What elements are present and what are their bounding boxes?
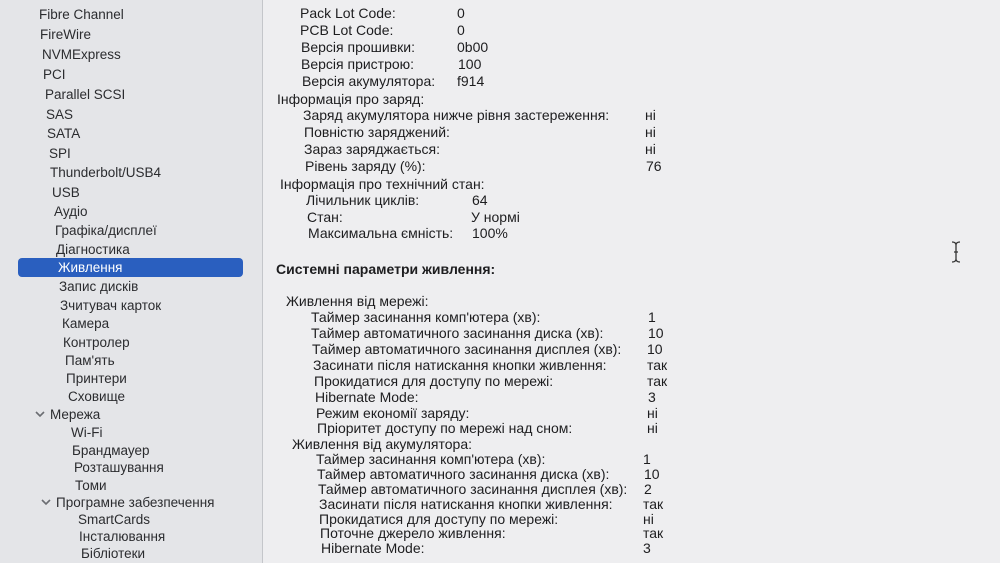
info-value: так <box>647 357 668 373</box>
info-label: Засинати після натискання кнопки живлення: <box>313 357 607 373</box>
info-value: 2 <box>644 481 652 497</box>
sidebar-section-network[interactable] <box>34 405 100 424</box>
sidebar-item-sas[interactable]: SAS <box>46 107 74 122</box>
sidebar-item-graphics[interactable]: Графіка/дисплеї <box>55 223 157 238</box>
info-value: 10 <box>644 466 660 482</box>
info-label: Заряд акумулятора нижче рівня застереження: <box>303 107 610 123</box>
detail-pane <box>263 0 1000 563</box>
sidebar-item-audio[interactable]: Аудіо <box>54 204 88 219</box>
info-label: Версія пристрою: <box>301 56 415 72</box>
info-value: 3 <box>643 540 651 556</box>
info-value: 0b00 <box>457 39 489 55</box>
info-value: 0 <box>457 22 465 38</box>
info-value: ні <box>647 420 658 436</box>
info-label: Таймер автоматичного засинання дисплея (хв): <box>318 481 628 497</box>
sidebar-item-locations[interactable]: Розташування <box>74 460 164 475</box>
info-value: 1 <box>648 309 656 325</box>
info-label: Hibernate Mode: <box>315 389 419 405</box>
info-value: так <box>643 496 664 512</box>
section-title: Живлення від мережі: <box>286 293 429 309</box>
info-label: Прокидатися для доступу по мережі: <box>314 373 554 389</box>
info-label: Таймер засинання комп'ютера (хв): <box>311 309 541 325</box>
info-value: 10 <box>648 325 664 341</box>
sidebar-item-card-reader[interactable]: Зчитувач карток <box>60 298 162 313</box>
info-value: ні <box>643 511 654 527</box>
sidebar-item-diagnostics[interactable]: Діагностика <box>56 242 130 257</box>
info-label: Прокидатися для доступу по мережі: <box>319 511 559 527</box>
info-value: ні <box>647 405 658 421</box>
section-title: Інформація про технічний стан: <box>280 176 485 192</box>
sidebar-item-disc-burning[interactable]: Запис дисків <box>59 279 139 294</box>
chevron-down-icon[interactable] <box>40 496 52 508</box>
sidebar-item-power[interactable]: Живлення <box>18 258 243 277</box>
sidebar-item-nvmexpress[interactable]: NVMExpress <box>42 47 121 62</box>
sidebar-item-fibre-channel[interactable]: Fibre Channel <box>39 7 124 22</box>
info-label: Максимальна ємність: <box>308 225 454 241</box>
sidebar <box>0 0 263 563</box>
info-label: Версія прошивки: <box>301 39 415 55</box>
sidebar-item-volumes[interactable]: Томи <box>75 478 107 493</box>
sidebar-item-memory[interactable]: Пам'ять <box>65 353 115 368</box>
sidebar-section-network-label: Мережа <box>50 407 101 422</box>
info-value: 1 <box>643 451 651 467</box>
info-value: 64 <box>472 192 488 208</box>
info-value: 0 <box>457 5 465 21</box>
sidebar-item-smartcards[interactable]: SmartCards <box>78 512 151 527</box>
info-label: Таймер автоматичного засинання диска (хв): <box>311 325 604 341</box>
info-label: Версія акумулятора: <box>302 73 436 89</box>
sidebar-item-installations[interactable]: Інсталювання <box>79 529 166 544</box>
sidebar-item-sata[interactable]: SATA <box>47 126 81 141</box>
sidebar-section-software-label: Програмне забезпечення <box>56 495 215 510</box>
text-cursor-icon <box>950 240 962 264</box>
info-value: 100% <box>472 225 508 241</box>
info-value: так <box>647 373 668 389</box>
sidebar-item-usb[interactable]: USB <box>52 185 80 200</box>
info-label: Стан: <box>307 209 343 225</box>
info-value: 76 <box>646 158 662 174</box>
info-label: PCB Lot Code: <box>300 22 394 38</box>
chevron-down-icon[interactable] <box>34 408 46 420</box>
info-value: ні <box>645 107 656 123</box>
sidebar-item-controller[interactable]: Контролер <box>63 335 130 350</box>
sidebar-item-printers[interactable]: Принтери <box>66 371 127 386</box>
info-label: Режим економії заряду: <box>316 405 470 421</box>
section-title: Інформація про заряд: <box>277 91 425 107</box>
sidebar-item-wifi[interactable]: Wi-Fi <box>71 425 103 440</box>
sidebar-item-thunderbolt[interactable]: Thunderbolt/USB4 <box>50 165 162 180</box>
info-label: Пріоритет доступу по мережі над сном: <box>317 420 573 436</box>
system-power-heading: Системні параметри живлення: <box>276 261 496 277</box>
info-value: так <box>643 525 664 541</box>
sidebar-item-spi[interactable]: SPI <box>49 146 71 161</box>
info-label: Поточне джерело живлення: <box>320 525 506 541</box>
info-label: Рівень заряду (%): <box>305 158 426 174</box>
info-label: Pack Lot Code: <box>300 5 396 21</box>
info-value: f914 <box>457 73 485 89</box>
info-value: 10 <box>647 341 663 357</box>
info-label: Повністю заряджений: <box>304 124 450 140</box>
info-value: 3 <box>648 389 656 405</box>
info-label: Зараз заряджається: <box>304 141 441 157</box>
info-label: Засинати після натискання кнопки живлення: <box>319 496 613 512</box>
info-label: Таймер засинання комп'ютера (хв): <box>316 451 546 467</box>
sidebar-item-storage[interactable]: Сховище <box>68 389 126 404</box>
sidebar-item-firewall[interactable]: Брандмауер <box>72 443 150 458</box>
info-label: Таймер автоматичного засинання диска (хв): <box>317 466 610 482</box>
info-label: Лічильник циклів: <box>306 192 420 208</box>
info-value: ні <box>645 124 656 140</box>
section-title: Живлення від акумулятора: <box>292 436 472 452</box>
sidebar-item-libraries[interactable]: Бібліотеки <box>81 546 146 561</box>
info-label: Hibernate Mode: <box>321 540 425 556</box>
info-label: Таймер автоматичного засинання дисплея (хв): <box>312 341 622 357</box>
sidebar-item-parallel-scsi[interactable]: Parallel SCSI <box>45 87 126 102</box>
info-value: ні <box>645 141 656 157</box>
sidebar-item-firewire[interactable]: FireWire <box>40 27 91 42</box>
sidebar-item-pci[interactable]: PCI <box>43 67 66 82</box>
info-value: 100 <box>458 56 482 72</box>
sidebar-item-camera[interactable]: Камера <box>62 316 110 331</box>
info-value: У нормі <box>471 209 520 225</box>
